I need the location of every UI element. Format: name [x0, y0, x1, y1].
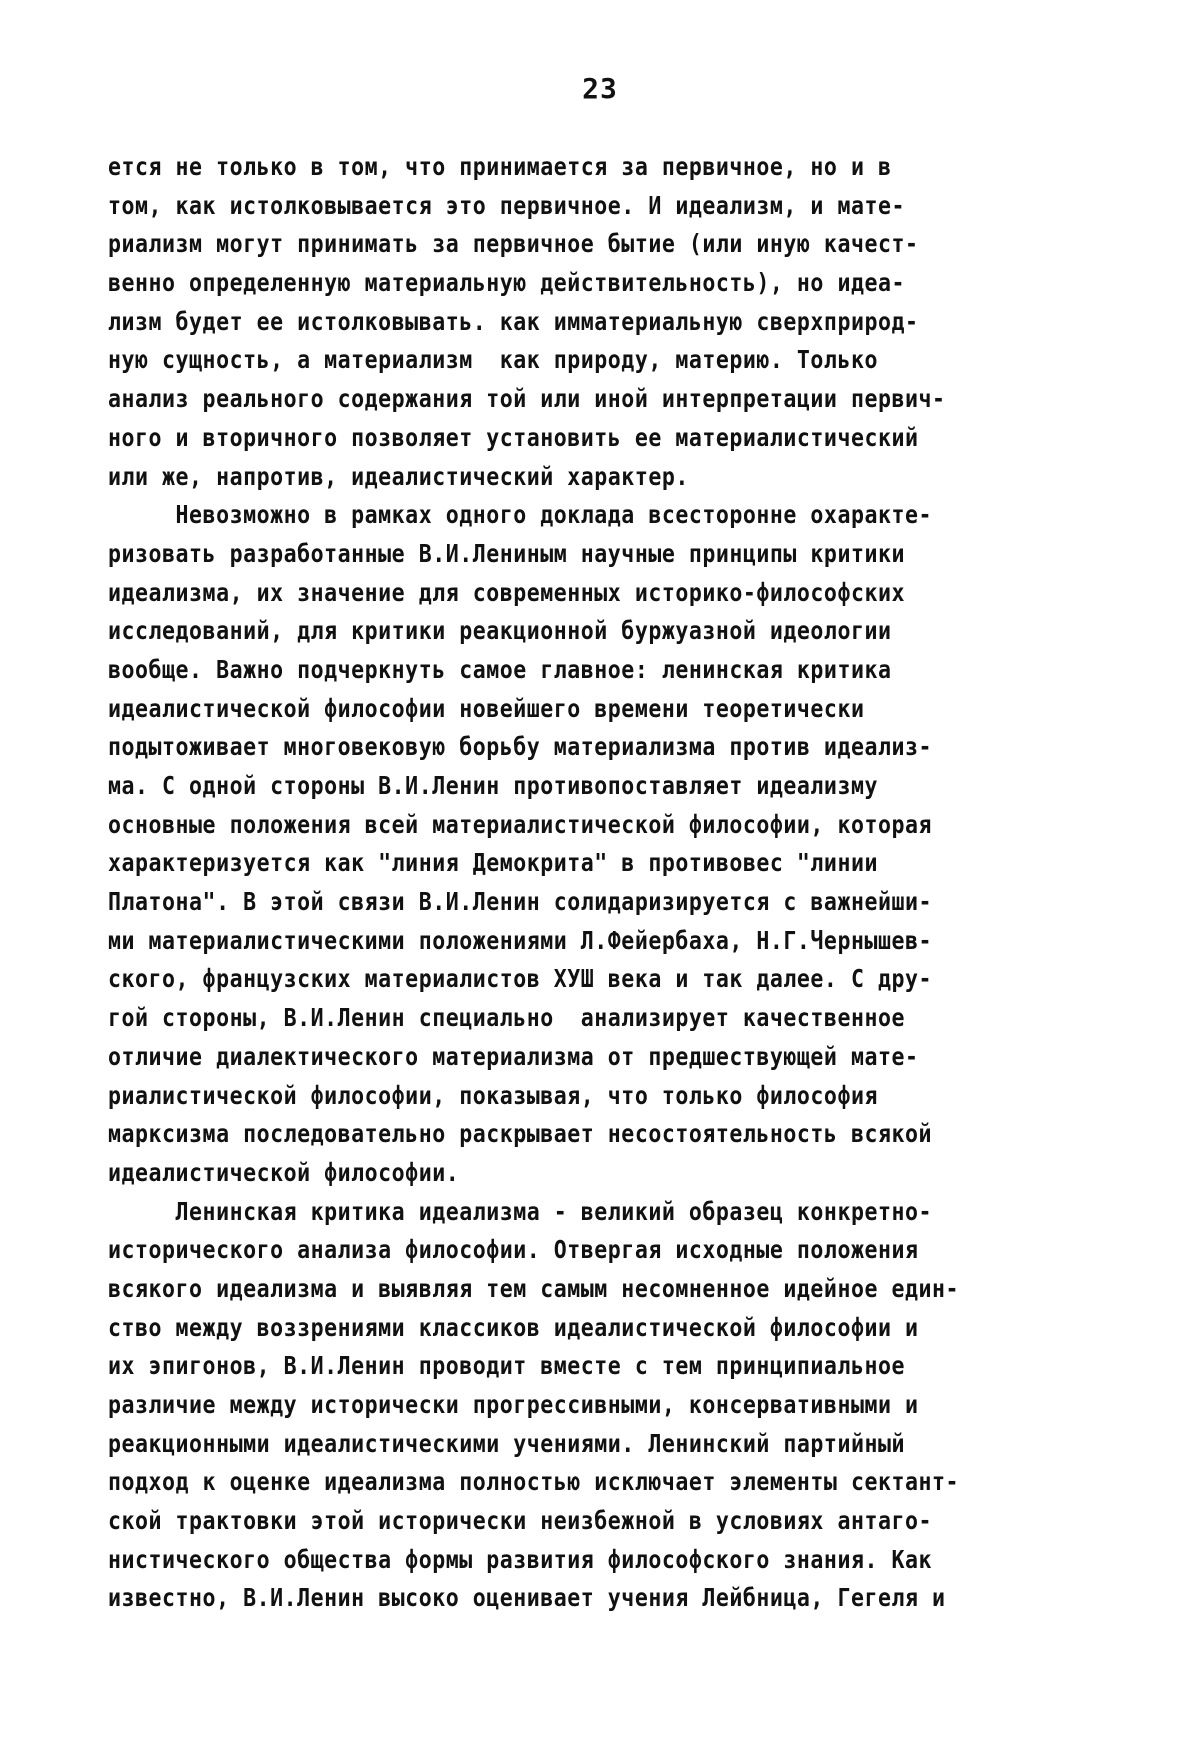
text-line: ризовать разработанные В.И.Лениным научные принципы критики [108, 538, 905, 568]
text-line: или же, напротив, идеалистический характер. [108, 461, 689, 491]
text-line: ми материалистическими положениями Л.Фейербаха, Н.Г.Чернышев- [108, 925, 933, 955]
text-line: ется не только в том, что принимается за первичное, но и в [108, 152, 892, 181]
page-number: 23 [582, 72, 618, 105]
text-line: марксизма последовательно раскрывает несостоятельность всякой [108, 1119, 933, 1149]
text-line: риалистической философии, показывая, что только философия [108, 1080, 878, 1110]
text-line: ского, французских материалистов ХУШ века и так далее. С дру- [108, 964, 933, 994]
text-line: различие между исторически прогрессивными, консервативными и [108, 1390, 919, 1419]
text-line: всякого идеализма и выявляя тем самым несомненное идейное един- [108, 1273, 960, 1303]
text-line: гой стороны, В.И.Ленин специально анализирует качественное [108, 1003, 905, 1033]
text-line: исследований, для критики реакционной буржуазной идеологии [108, 616, 892, 646]
text-line: основные положения всей материалистической философии, которая [108, 809, 933, 839]
text-line: ство между воззрениями классиков идеалистической философии и [108, 1312, 919, 1342]
text-line: венно определенную материальную действительность), но идеа- [108, 268, 905, 298]
body-text [108, 148, 1108, 1618]
text-line: идеалистической философии новейшего времени теоретически [108, 693, 865, 723]
text-line: характеризуется как "линия Демокрита" в противовес "линии [108, 848, 878, 878]
text-line: подытоживает многовековую борьбу материализма против идеализ- [108, 732, 933, 762]
text-line: ской трактовки этой исторически неизбежной в условиях антаго- [108, 1506, 933, 1536]
text-line: ного и вторичного позволяет установить ее материалистический [108, 422, 919, 452]
text-line: том, как истолковывается это первичное. И идеализм, и мате- [108, 190, 905, 220]
text-line: Платона". В этой связи В.И.Ленин солидаризируется с важнейши- [108, 887, 933, 917]
text-line: их эпигонов, В.И.Ленин проводит вместе с тем принципиальное [108, 1351, 905, 1381]
text-line: идеалистической философии. [108, 1157, 460, 1187]
text-line: реакционными идеалистическими учениями. Ленинский партийный [108, 1428, 905, 1458]
text-line: лизм будет ее истолковывать. как имматериальную сверхприрод- [108, 306, 919, 336]
text-line: отличие диалектического материализма от предшествующей мате- [108, 1041, 919, 1071]
text-line: ма. С одной стороны В.И.Ленин противопоставляет идеализму [108, 771, 878, 800]
text-line: исторического анализа философии. Отвергая исходные положения [108, 1235, 919, 1265]
text-line: Ленинская критика идеализма - великий образец конкретно- [108, 1196, 933, 1226]
text-line: Невозможно в рамках одного доклада всесторонне охаракте- [108, 500, 933, 530]
text-line: вообще. Важно подчеркнуть самое главное: ленинская критика [108, 654, 892, 684]
text-line: идеализма, их значение для современных историко-философских [108, 577, 905, 607]
text-line: ную сущность, а материализм как природу, материю. Только [108, 345, 878, 375]
text-line: риализм могут принимать за первичное бытие (или иную качест- [108, 229, 919, 259]
text-line: подход к оценке идеализма полностью исключает элементы сектант- [108, 1467, 960, 1497]
text-line: нистического общества формы развития философского знания. Как [108, 1544, 933, 1574]
text-line: анализ реального содержания той или иной интерпретации первич- [108, 384, 946, 414]
text-line: известно, В.И.Ленин высоко оценивает учения Лейбница, Гегеля и [108, 1583, 946, 1613]
